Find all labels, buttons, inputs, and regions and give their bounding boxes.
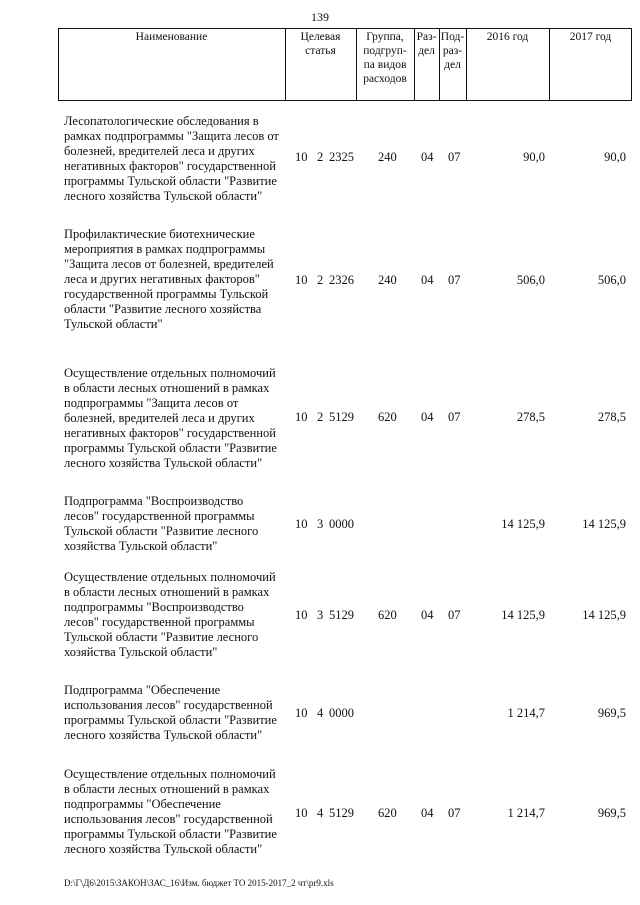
subsection: 07 bbox=[448, 273, 461, 287]
row-name-line: мероприятия в рамках подпрограммы bbox=[64, 242, 266, 256]
section: 04 bbox=[421, 150, 434, 164]
header-target-article bbox=[285, 30, 356, 58]
code-direction: 5129 bbox=[329, 608, 354, 622]
row-name-line: лесов" государственной программы bbox=[64, 615, 255, 629]
amount-2017: 969,5 bbox=[597, 806, 626, 820]
row-name-line: Лесопатологические обследования в bbox=[64, 114, 259, 128]
code-subprogram: 3 bbox=[317, 517, 324, 531]
code-direction: 0000 bbox=[329, 517, 354, 531]
amount-2016: 506,0 bbox=[516, 273, 545, 287]
row-name-line: программы Тульской области "Развитие bbox=[64, 713, 277, 727]
header-section bbox=[414, 30, 439, 58]
amount-2017: 14 125,9 bbox=[582, 517, 626, 531]
code-direction: 2325 bbox=[329, 150, 354, 164]
header-subsection bbox=[439, 30, 466, 72]
row-name bbox=[64, 683, 296, 743]
header-line: Целевая bbox=[300, 31, 341, 43]
row-name-line: Профилактические биотехнические bbox=[64, 227, 255, 241]
row-name-line: леса и других негативных факторов" bbox=[64, 272, 260, 286]
header-line: дел bbox=[444, 59, 461, 71]
header-line: Раз- bbox=[416, 31, 437, 43]
row-name-line: хозяйства Тульской области" bbox=[64, 645, 218, 659]
row-name-line: негативных факторов" государственной bbox=[64, 159, 276, 173]
code-program: 10 bbox=[295, 706, 308, 720]
row-name-line: болезней, вредителей леса и других bbox=[64, 411, 255, 425]
code-subprogram: 3 bbox=[317, 608, 324, 622]
section: 04 bbox=[421, 608, 434, 622]
amount-2017: 506,0 bbox=[597, 273, 626, 287]
code-subprogram: 2 bbox=[317, 150, 324, 164]
row-name-line: области "Развитие лесного хозяйства bbox=[64, 302, 262, 316]
code-direction: 0000 bbox=[329, 706, 354, 720]
header-line: расходов bbox=[363, 73, 407, 85]
row-name-line: в области лесных отношений в рамках bbox=[64, 585, 270, 599]
row-name-line: негативных факторов" государственной bbox=[64, 426, 276, 440]
row-name-line: в области лесных отношений в рамках bbox=[64, 782, 270, 796]
row-name bbox=[64, 114, 296, 204]
header-line: дел bbox=[418, 45, 435, 57]
row-name-line: подпрограммы "Воспроизводство bbox=[64, 600, 244, 614]
header-line: подгруп- bbox=[363, 45, 407, 57]
header-year-2016: 2016 год bbox=[486, 31, 529, 43]
row-name-line: подпрограммы "Защита лесов от bbox=[64, 396, 239, 410]
row-name-line: подпрограммы "Обеспечение bbox=[64, 797, 221, 811]
header-line: статья bbox=[305, 45, 336, 57]
row-name bbox=[64, 227, 296, 332]
row-name-line: "Защита лесов от болезней, вредителей bbox=[64, 257, 274, 271]
row-name-line: Тульской области "Развитие лесного bbox=[64, 524, 259, 538]
row-name bbox=[64, 570, 296, 660]
row-name-line: использования лесов" государственной bbox=[64, 698, 273, 712]
header-year-2017: 2017 год bbox=[569, 31, 612, 43]
header-line: раз- bbox=[442, 45, 463, 57]
code-direction: 2326 bbox=[329, 273, 354, 287]
row-name-line: программы Тульской области "Развитие bbox=[64, 441, 277, 455]
row-name-line: лесного хозяйства Тульской области" bbox=[64, 842, 263, 856]
row-name-line: программы Тульской области "Развитие bbox=[64, 174, 277, 188]
code-program: 10 bbox=[295, 608, 308, 622]
row-name-line: рамках подпрограммы "Защита лесов от bbox=[64, 129, 279, 143]
row-name-line: хозяйства Тульской области" bbox=[64, 539, 218, 553]
row-name-line: лесного хозяйства Тульской области" bbox=[64, 456, 263, 470]
amount-2016: 278,5 bbox=[516, 410, 545, 424]
header-name: Наименование bbox=[135, 31, 208, 43]
header-line: Группа, bbox=[366, 31, 404, 43]
amount-2016: 14 125,9 bbox=[501, 608, 545, 622]
row-name-line: программы Тульской области "Развитие bbox=[64, 827, 277, 841]
header-line: Под- bbox=[440, 31, 465, 43]
row-name-line: Тульской области "Развитие лесного bbox=[64, 630, 259, 644]
amount-2017: 90,0 bbox=[604, 150, 626, 164]
row-name-line: Подпрограмма "Воспроизводство bbox=[64, 494, 244, 508]
expense-group: 620 bbox=[378, 608, 397, 622]
row-name bbox=[64, 366, 296, 471]
header-group bbox=[356, 30, 414, 86]
code-program: 10 bbox=[295, 806, 308, 820]
subsection: 07 bbox=[448, 806, 461, 820]
row-name-line: Подпрограмма "Обеспечение bbox=[64, 683, 221, 697]
amount-2016: 90,0 bbox=[523, 150, 545, 164]
table-header bbox=[58, 28, 632, 101]
code-subprogram: 2 bbox=[317, 273, 324, 287]
row-name-line: Осуществление отдельных полномочий bbox=[64, 366, 276, 380]
expense-group: 620 bbox=[378, 410, 397, 424]
amount-2017: 14 125,9 bbox=[582, 608, 626, 622]
row-name-line: лесного хозяйства Тульской области" bbox=[64, 728, 263, 742]
header-bottom-border bbox=[58, 100, 632, 101]
row-name-line: использования лесов" государственной bbox=[64, 812, 273, 826]
expense-group: 620 bbox=[378, 806, 397, 820]
amount-2017: 969,5 bbox=[597, 706, 626, 720]
section: 04 bbox=[421, 410, 434, 424]
subsection: 07 bbox=[448, 608, 461, 622]
code-program: 10 bbox=[295, 517, 308, 531]
code-direction: 5129 bbox=[329, 806, 354, 820]
code-program: 10 bbox=[295, 410, 308, 424]
code-subprogram: 4 bbox=[317, 706, 324, 720]
row-name-line: лесов" государственной программы bbox=[64, 509, 255, 523]
row-name bbox=[64, 767, 296, 857]
amount-2016: 1 214,7 bbox=[507, 706, 545, 720]
row-name-line: в области лесных отношений в рамках bbox=[64, 381, 270, 395]
code-subprogram: 4 bbox=[317, 806, 324, 820]
code-subprogram: 2 bbox=[317, 410, 324, 424]
header-top-border bbox=[58, 28, 632, 29]
amount-2017: 278,5 bbox=[597, 410, 626, 424]
amount-2016: 14 125,9 bbox=[501, 517, 545, 531]
row-name-line: лесного хозяйства Тульской области" bbox=[64, 189, 263, 203]
section: 04 bbox=[421, 273, 434, 287]
file-path-footer: D:\Г\Д6\2015\ЗАКОН\ЗАС_16\Изм. бюджет ТО 2015-2017_2 чт\pr9.xls bbox=[64, 878, 334, 888]
row-name-line: Осуществление отдельных полномочий bbox=[64, 570, 276, 584]
subsection: 07 bbox=[448, 150, 461, 164]
row-name-line: болезней, вредителей леса и других bbox=[64, 144, 255, 158]
code-program: 10 bbox=[295, 150, 308, 164]
row-name-line: Осуществление отдельных полномочий bbox=[64, 767, 276, 781]
row-name bbox=[64, 494, 296, 554]
expense-group: 240 bbox=[378, 150, 397, 164]
code-direction: 5129 bbox=[329, 410, 354, 424]
expense-group: 240 bbox=[378, 273, 397, 287]
row-name-line: Тульской области" bbox=[64, 317, 163, 331]
header-line: па видов bbox=[363, 59, 407, 71]
page-number: 139 bbox=[311, 10, 329, 24]
amount-2016: 1 214,7 bbox=[507, 806, 545, 820]
section: 04 bbox=[421, 806, 434, 820]
row-name-line: государственной программы Тульской bbox=[64, 287, 269, 301]
code-program: 10 bbox=[295, 273, 308, 287]
subsection: 07 bbox=[448, 410, 461, 424]
